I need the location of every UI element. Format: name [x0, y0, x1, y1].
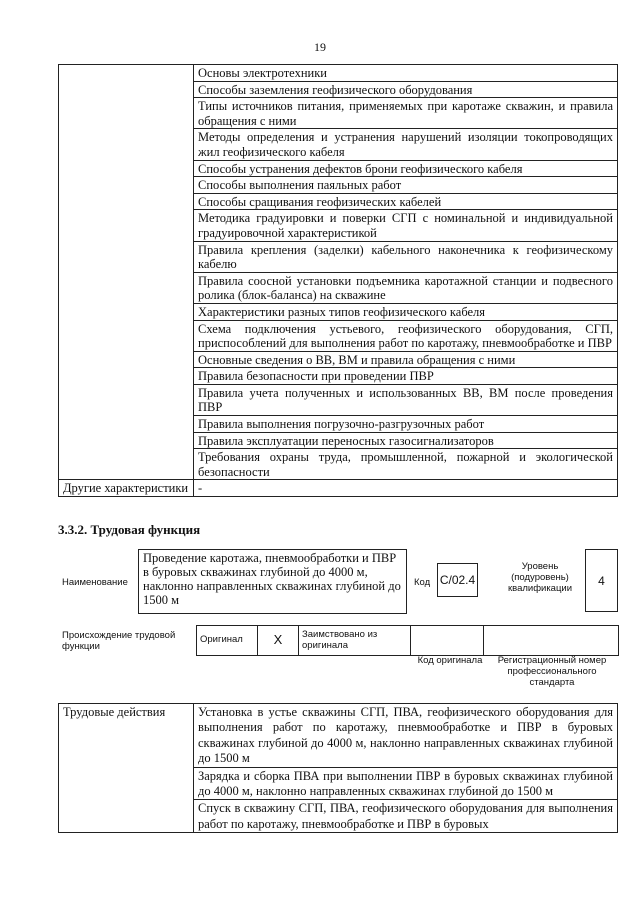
origin-label: Происхождение трудовой функции — [62, 630, 176, 652]
level-box — [585, 549, 618, 612]
action-item: Зарядка и сборка ПВА при выполнении ПВР в буровых скважинах глубиной до 4000 м, наклонно направленных скважинах глубиной до 1500 м — [194, 767, 618, 800]
origin-reg-number-cell — [484, 626, 619, 656]
knowledge-item: Способы сращивания геофизических кабелей — [194, 193, 618, 210]
knowledge-item: Правила учета полученных и использованных ВВ, ВМ после проведения ПВР — [194, 384, 618, 415]
function-name-value: Проведение каротажа, пневмообработки и ПВР в буровых скважинах глубиной до 4000 м, наклонно направленных скважинах глубиной до 1500 м — [143, 551, 401, 607]
code-box — [437, 563, 478, 597]
knowledge-item: Типы источников питания, применяемых при каротаже скважин, и правила обращения с ними — [194, 98, 618, 129]
knowledge-table — [58, 64, 618, 497]
knowledge-item: Характеристики разных типов геофизического кабеля — [194, 303, 618, 320]
origin-borrowed: Заимствовано из оригинала — [299, 626, 411, 656]
knowledge-item: Правила соосной установки подъемника каротажной станции и подвесного ролика (блок-баланса) на скважине — [194, 272, 618, 303]
actions-label: Трудовые действия — [59, 704, 194, 833]
origin-original: Оригинал — [197, 626, 258, 656]
function-name-box — [138, 549, 407, 614]
action-item: Спуск в скважину СГП, ПВА, геофизического оборудования для выполнения работ по каротажу, пневмообработке и ПВР в буровых — [194, 800, 618, 833]
reg-number-caption: Регистрационный номер профессионального стандарта — [497, 655, 607, 688]
code-original-caption: Код оригинала — [417, 655, 483, 666]
actions-table — [58, 703, 618, 833]
label-cell-empty — [59, 65, 194, 480]
level-label: Уровень (подуровень) квалификации — [507, 561, 573, 594]
knowledge-item: Способы устранения дефектов брони геофизического кабеля — [194, 160, 618, 177]
knowledge-item: Правила крепления (заделки) кабельного наконечника к геофизическому кабелю — [194, 241, 618, 272]
knowledge-item: Правила эксплуатации переносных газосигнализаторов — [194, 432, 618, 449]
other-characteristics-label: Другие характеристики — [59, 480, 194, 497]
knowledge-item: Требования охраны труда, промышленной, пожарной и экологической безопасности — [194, 449, 618, 480]
table-row — [59, 480, 618, 497]
knowledge-item: Правила выполнения погрузочно-разгрузочных работ — [194, 416, 618, 433]
knowledge-item: Основы электротехники — [194, 65, 618, 82]
knowledge-item: Способы заземления геофизического оборудования — [194, 81, 618, 98]
code-label: Код — [414, 577, 431, 588]
origin-mark: X — [258, 626, 299, 656]
knowledge-item: Методы определения и устранения нарушений изоляции токопроводящих жил геофизического кабеля — [194, 129, 618, 160]
code-value: С/02.4 — [439, 573, 476, 587]
knowledge-item: Методика градуировки и поверки СГП с номинальной и индивидуальной градуировочной характеристикой — [194, 210, 618, 241]
other-characteristics-value: - — [194, 480, 618, 497]
knowledge-item: Правила безопасности при проведении ПВР — [194, 368, 618, 385]
knowledge-item: Схема подключения устьевого, геофизического оборудования, СГП, приспособлений для выполнения работ по каротажу, пневмообработке и ПВР — [194, 320, 618, 351]
table-row — [59, 65, 618, 82]
section-title: 3.3.2. Трудовая функция — [58, 522, 201, 537]
level-value: 4 — [598, 573, 605, 588]
origin-code-cell — [411, 626, 484, 656]
origin-table — [196, 625, 619, 656]
knowledge-item: Способы выполнения паяльных работ — [194, 177, 618, 194]
knowledge-item: Основные сведения о ВВ, ВМ и правила обращения с ними — [194, 351, 618, 368]
name-label: Наименование — [62, 577, 128, 588]
action-item: Установка в устье скважины СГП, ПВА, геофизического оборудования для выполнения работ по каротажу, пневмообработке и ПВР в буровых скважинах глубиной до 4000 м, наклонно направленных скважинах глубиной до 1500 м — [194, 704, 618, 768]
page-number: 19 — [314, 40, 326, 54]
table-row — [59, 704, 618, 768]
